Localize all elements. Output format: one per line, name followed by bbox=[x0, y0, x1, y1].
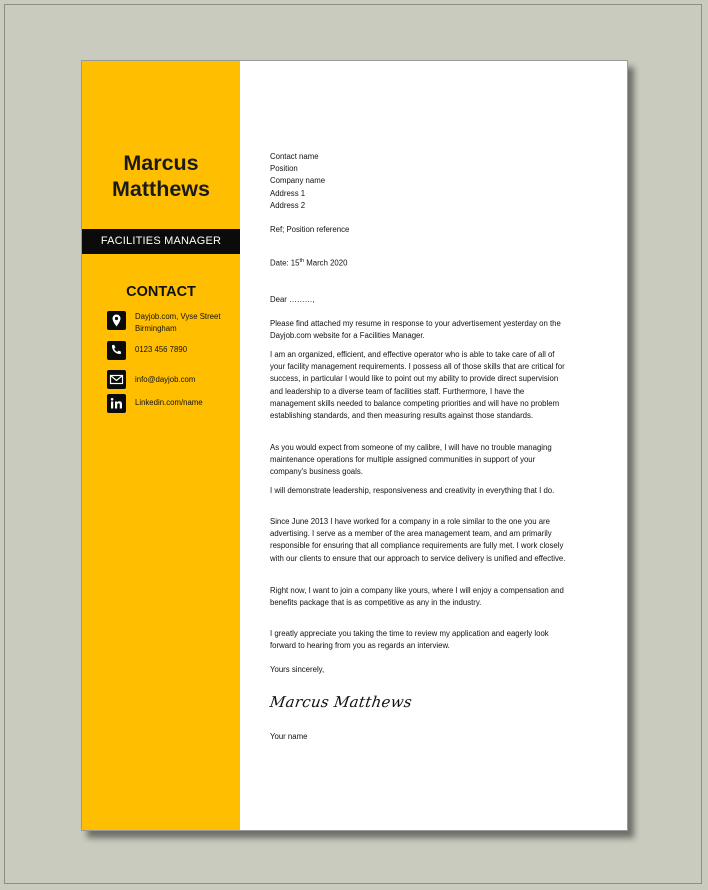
recipient-address-1: Address 1 bbox=[270, 188, 306, 198]
paragraph-6: Right now, I want to join a company like yours, where I will enjoy a compensation and benefits package that is as competitive as any in the industry. bbox=[270, 586, 564, 608]
phone-number: 0123 456 7890 bbox=[135, 345, 188, 354]
recipient-address-2: Address 2 bbox=[270, 200, 306, 210]
phone-icon bbox=[107, 341, 126, 360]
recipient-contact-name: Contact name bbox=[270, 152, 319, 161]
your-name: Your name bbox=[270, 732, 308, 741]
first-name: Marcus bbox=[123, 151, 199, 175]
recipient-company: Company name bbox=[270, 176, 326, 186]
recipient-block bbox=[270, 151, 570, 212]
address-line-2: Birmingham bbox=[135, 323, 177, 333]
paragraph-2: I am an organized, efficient, and effective operator who is able to take care of all of your facility management requirements. I possess all of those skills that are critical for success, in particular I would like to point out my ability to provide direct supervision and leadership to a diverse team of facilities staff. Furthermore, I have the management skills needed to balance competing priorities and will have no problem establishing standards, and then measuring results against those standards. bbox=[270, 350, 565, 421]
location-icon bbox=[107, 311, 126, 330]
signature: Marcus Matthews bbox=[268, 693, 414, 711]
paragraph-3: As you would expect from someone of my calibre, I will have no trouble managing maintenance operations for multiple assigned communities in support of your company's business goals. bbox=[270, 443, 552, 477]
salutation: Dear ………, bbox=[270, 295, 315, 304]
last-name: Matthews bbox=[112, 177, 210, 201]
cover-letter-page bbox=[81, 60, 628, 831]
reference-line: Ref; Position reference bbox=[270, 225, 350, 234]
email-icon bbox=[107, 370, 126, 389]
paragraph-5: Since June 2013 I have worked for a company in a role similar to the one you are advertising. I serve as a member of the area management team, and am primarily responsible for ensuring that all compliance requirements are fully met. I work closely with our clients to ensure that our approach to service delivery is unified and effective. bbox=[270, 517, 566, 563]
linkedin-url: Linkedin.com/name bbox=[135, 398, 203, 407]
sidebar bbox=[82, 61, 240, 830]
candidate-name bbox=[82, 150, 240, 202]
contact-heading: CONTACT bbox=[126, 284, 196, 300]
paragraph-7: I greatly appreciate you taking the time to review my application and eagerly look forward to hearing from you as regards an interview. bbox=[270, 629, 549, 651]
job-title: FACILITIES MANAGER bbox=[82, 229, 240, 254]
recipient-position: Position bbox=[270, 164, 298, 174]
date-line: Date: 15th March 2020 bbox=[270, 258, 348, 268]
linkedin-icon bbox=[107, 394, 126, 413]
address-line-1: Dayjob.com, Vyse Street bbox=[135, 312, 221, 321]
paragraph-4: I will demonstrate leadership, responsiveness and creativity in everything that I do. bbox=[270, 486, 555, 495]
closing: Yours sincerely, bbox=[270, 665, 325, 674]
email-address: info@dayjob.com bbox=[135, 375, 196, 384]
paragraph-1: Please find attached my resume in response to your advertisement yesterday on the Dayjob.com website for a Facilities Manager. bbox=[270, 319, 561, 341]
